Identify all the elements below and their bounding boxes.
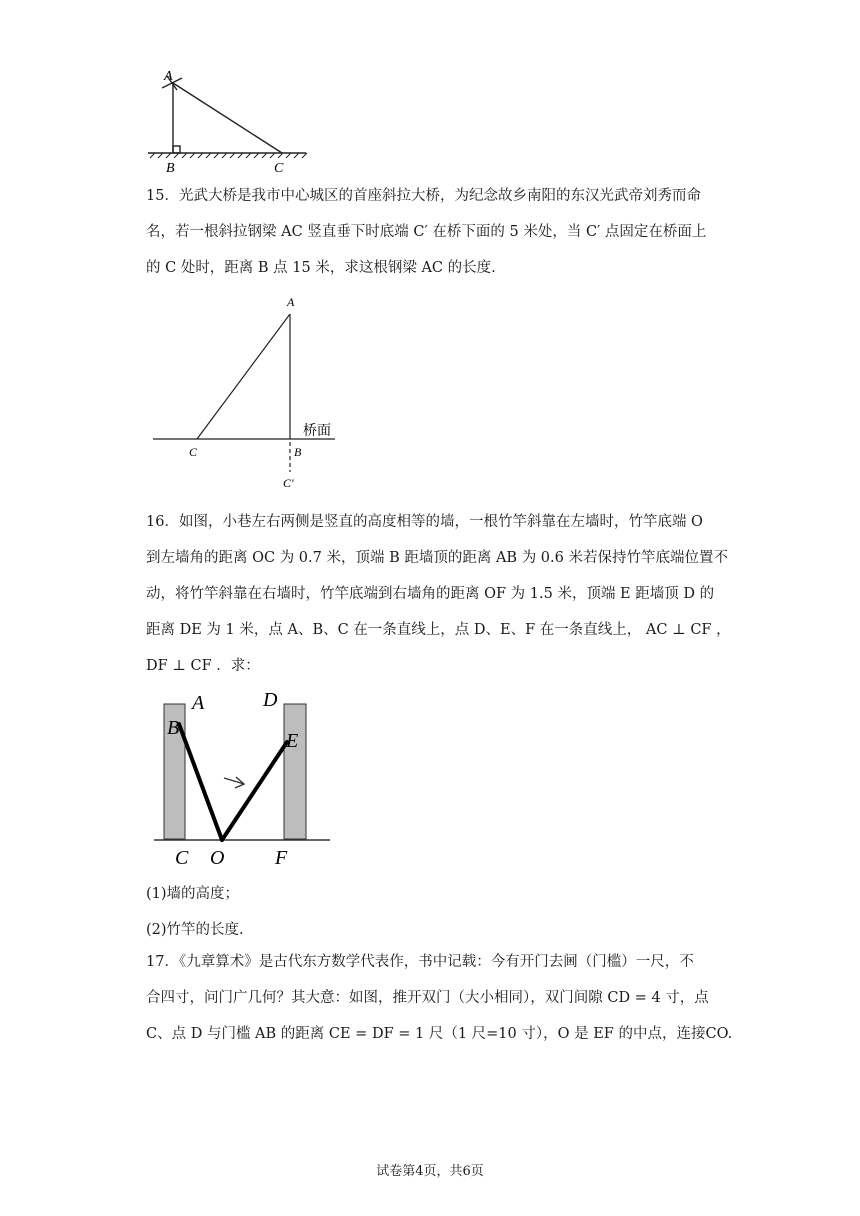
q16-line-2: 到左墙角的距离 OC 为 0.7 米，顶端 B 距墙顶的距离 AB 为 0.6 米若保持竹竿底端位置不 — [146, 550, 728, 566]
q16-label-c: C — [175, 847, 189, 869]
question-15 — [146, 178, 714, 286]
q15-label-b: B — [294, 445, 302, 459]
q16-line-4: 距离 DE 为 1 米，点 A、B、C 在一条直线上，点 D、E、F 在一条直线上， AC ⊥ CF ， — [146, 622, 731, 638]
q14-ground-hatching — [150, 153, 307, 158]
q16-pole-oe — [222, 742, 287, 840]
q17-line-2: 合四寸，问门广几何？其大意：如图，推开双门（大小相同），双门间隙 CD = 4 寸，点 — [146, 990, 709, 1006]
q16-sub-1: (1)墙的高度； — [146, 886, 240, 902]
q14-label-a: A — [164, 69, 173, 84]
q16-label-b: B — [167, 717, 180, 739]
q15-label-c-prime: C′ — [283, 476, 294, 490]
page-footer: 试卷第4页，共6页 — [376, 1164, 484, 1179]
q15-line-3: 的 C 处时，距离 B 点 15 米，求这根钢梁 AC 的长度. — [146, 260, 496, 276]
q15-segment-ac — [197, 314, 290, 439]
q15-figure — [150, 290, 350, 495]
q16-right-wall — [284, 704, 306, 839]
q14-figure — [140, 66, 320, 176]
q15-label-c: C — [189, 445, 198, 459]
q17-line-1: 17．《九章算术》是古代东方数学代表作，书中记载：今有开门去阃（门槛）一尺，不 — [146, 954, 694, 970]
q16-label-f: F — [275, 847, 288, 869]
q16-sub-2: (2)竹竿的长度. — [146, 922, 244, 938]
q16-line-5: DF ⊥ CF ．求： — [146, 658, 260, 674]
q16-label-a: A — [192, 692, 205, 714]
q16-line-3: 动，将竹竿斜靠在右墙时，竹竿底端到右墙角的距离 OF 为 1.5 米，顶端 E 距墙顶 D 的 — [146, 586, 715, 602]
question-16 — [146, 504, 731, 684]
q16-line-1: 16．如图，小巷左右两侧是竖直的高度相等的墙，一根竹竿斜靠在左墙时，竹竿底端 O — [146, 514, 703, 530]
q14-label-c: C — [274, 161, 284, 176]
q16-subquestions — [146, 876, 714, 948]
q16-figure — [150, 684, 335, 869]
q16-label-e: E — [286, 730, 299, 752]
q15-bridge-label: 桥面 — [303, 423, 331, 439]
q14-label-b: B — [166, 161, 175, 176]
q14-right-angle-mark — [173, 146, 180, 153]
q17-line-3: C、点 D 与门槛 AB 的距离 CE = DF = 1 尺（1 尺=10 寸），O 是 EF 的中点，连接CO. — [146, 1026, 733, 1042]
q16-arrow-icon — [224, 777, 244, 788]
q15-line-2: 名，若一根斜拉钢梁 AC 竖直垂下时底端 C′ 在桥下面的 5 米处，当 C′ 点固定在桥面上 — [146, 224, 707, 240]
question-17 — [146, 944, 733, 1052]
q16-label-o: O — [210, 847, 225, 869]
q15-line-1: 15．光武大桥是我市中心城区的首座斜拉大桥，为纪念故乡南阳的东汉光武帝刘秀而命 — [146, 188, 701, 204]
q14-segment-ac — [173, 83, 282, 153]
q15-label-a: A — [287, 295, 295, 309]
q16-label-d: D — [263, 689, 278, 711]
